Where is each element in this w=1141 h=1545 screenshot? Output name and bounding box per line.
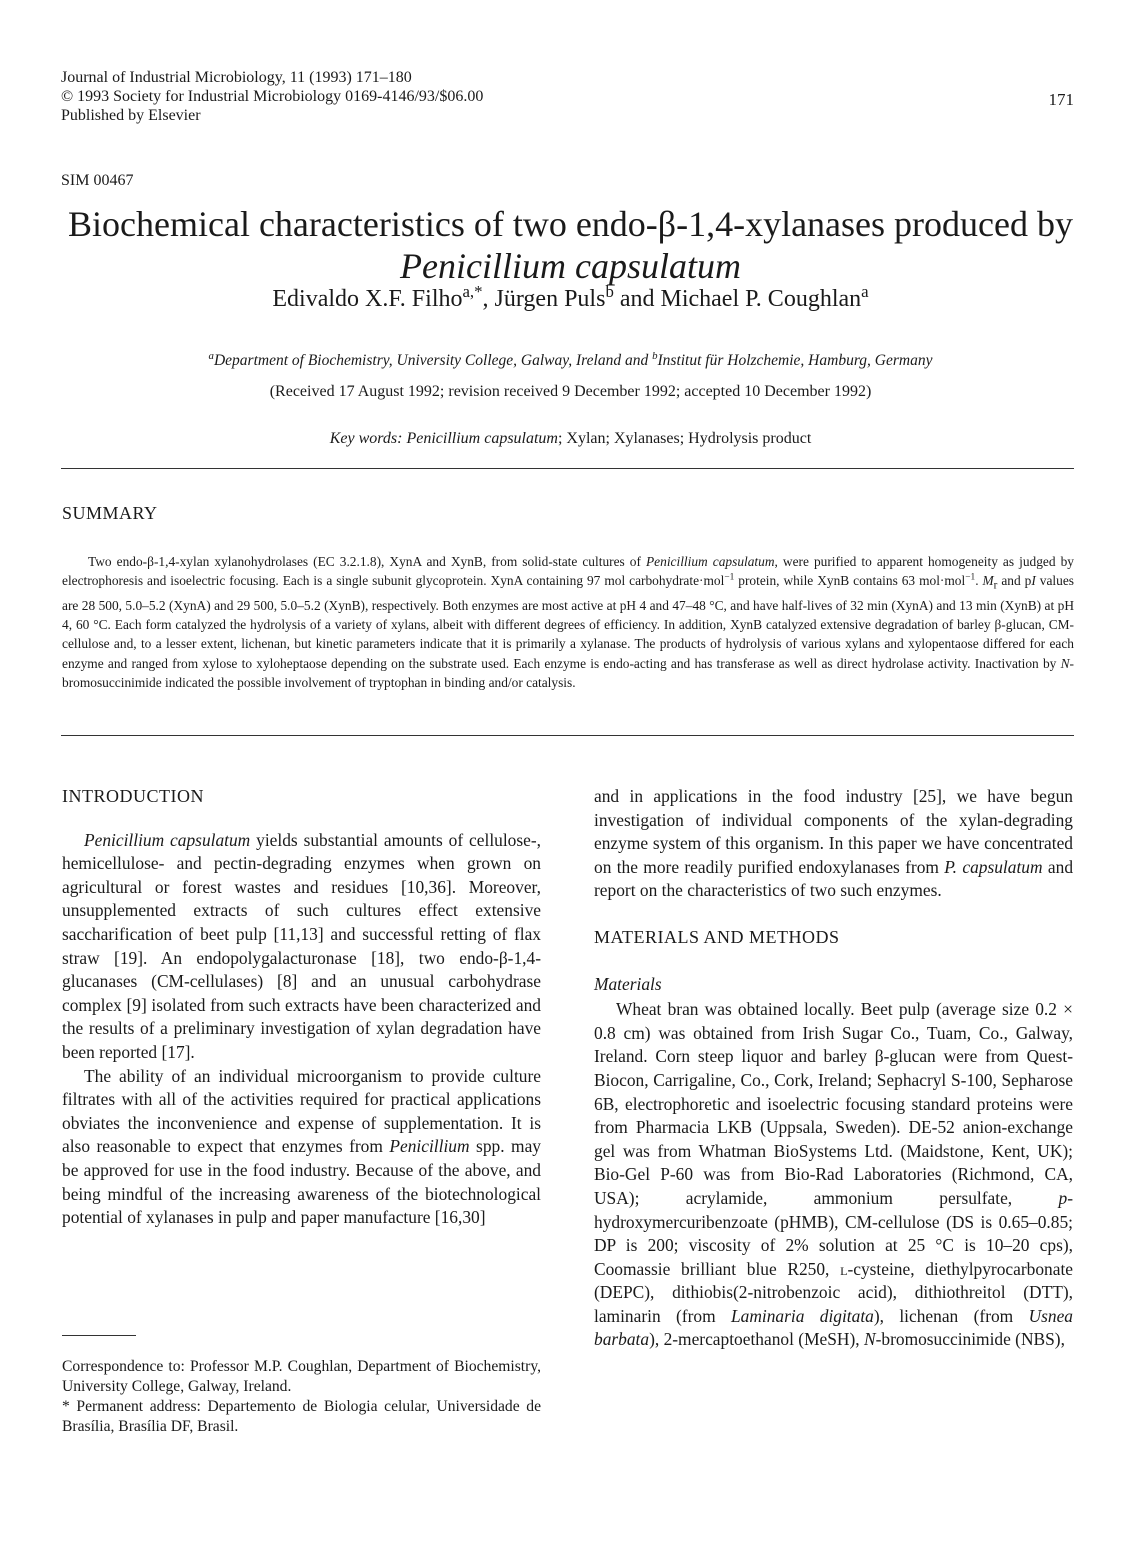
- left-column: [62, 785, 541, 1230]
- summary-part: Penicillium capsulatum: [646, 554, 775, 569]
- affiliations: [40, 349, 1101, 370]
- materials-methods-heading: MATERIALS AND METHODS: [594, 926, 840, 947]
- paragraph-part: Wheat bran was obtained locally. Beet pulp (average size 0.2 × 0.8 cm) was obtained from Irish Sugar Co., Tuam, Co., Galway, Ireland. Corn steep liquor and barley β-glucan were from Quest-Biocon, Carrigaline, Co., Cork, Ireland; Sephacryl S-100, Sepharose 6B, electrophoretic and isoelectric focusing standard proteins were from Pharmacia LKB (Uppsala, Sweden). DE-52 anion-exchange gel was from Whatman BioSystems Ltd. (Maidstone, Kent, UK); Bio-Gel P-60 was from Bio-Rad Laboratories (Richmond, CA, USA); acrylamide, ammonium persulfate,: [594, 999, 1073, 1208]
- journal-line: Journal of Industrial Microbiology, 11 (1993) 171–180: [61, 69, 412, 86]
- summary-part: r: [993, 579, 998, 592]
- title-line-1: Biochemical characteristics of two endo-β-1,4-xylanases produced by: [68, 204, 1073, 244]
- keywords-rest: ; Xylan; Xylanases; Hydrolysis product: [557, 430, 812, 447]
- article-title: [40, 203, 1101, 287]
- summary-part: M: [982, 573, 994, 589]
- summary-part: I: [1031, 573, 1036, 589]
- summary-part: and p: [997, 573, 1032, 589]
- paragraph-part: P. capsulatum: [944, 856, 1043, 877]
- summary-part: protein, while XynB contains 63 mol·mol: [734, 573, 966, 589]
- footnote-permanent-address: * Permanent address: Departemento de Biologia celular, Universidade de Brasília, Brasília DF, Brasil.: [62, 1398, 541, 1435]
- author-3: Michael P. Coughlan: [660, 286, 862, 312]
- paragraph-part: and report on the characteristics of two such enzymes.: [594, 856, 1074, 901]
- paragraph-part: Laminaria digitata: [730, 1305, 874, 1326]
- publisher-line: Published by Elsevier: [61, 107, 201, 124]
- paragraph-part: -hydroxymercuribenzoate (pHMB), CM-cellulose (DS is 0.65–0.85; DP is 200; viscosity of 2% solution at 25 °C is 10–20 cps), Coomassie brilliant blue R250,: [594, 1187, 1073, 1279]
- affil-a-mark: a: [208, 349, 214, 362]
- paragraph-part: The ability of an individual microorganism to provide culture filtrates with all of the activities required for practical applications obviates the inconvenience and expense of supplementation. It is also reasonable to expect that enzymes from: [62, 1065, 541, 1157]
- authors: [40, 282, 1101, 313]
- summary-part: −1: [965, 572, 976, 583]
- paragraph-part: Penicillium capsulatum: [84, 829, 251, 850]
- rule-bottom: [61, 735, 1074, 736]
- intro-continued: [594, 785, 1073, 903]
- summary-part: −1: [724, 572, 735, 583]
- keywords: [40, 430, 1101, 448]
- author-separator: ,: [482, 286, 495, 312]
- footnote-correspondence: Correspondence to: Professor M.P. Coughlan, Department of Biochemistry, University College, Galway, Ireland.: [62, 1358, 541, 1395]
- keyword-1: Penicillium capsulatum: [406, 430, 558, 447]
- summary-heading: SUMMARY: [62, 503, 158, 523]
- footnote-rule: [62, 1335, 136, 1336]
- paragraph-part: l: [840, 1258, 848, 1279]
- paragraph-part: Usnea barbata: [594, 1305, 1073, 1350]
- affil-a: Department of Biochemistry, University College, Galway, Ireland and: [213, 352, 653, 369]
- right-column: [594, 785, 1073, 1352]
- introduction-heading: INTRODUCTION: [62, 786, 204, 806]
- page-number: 171: [1048, 90, 1074, 109]
- copyright-line: © 1993 Society for Industrial Microbiology 0169-4146/93/$06.00: [61, 88, 484, 105]
- summary-part: N: [1060, 655, 1070, 671]
- materials-subheading: Materials: [594, 973, 662, 994]
- author-3-affil: a: [861, 282, 869, 301]
- paragraph-part: -cysteine, diethylpyrocarbonate (DEPC), dithiobis(2-nitrobenzoic acid), dithiothreitol (DTT), laminarin (from: [594, 1258, 1073, 1326]
- paragraph-part: -bromosuccinimide (NBS),: [875, 1329, 1065, 1350]
- paragraph-part: ), 2-mercaptoethanol (MeSH),: [649, 1329, 864, 1350]
- summary-part: values are 28 500, 5.0–5.2 (XynA) and 29 500, 5.0–5.2 (XynB), respectively. Both enzymes are most active at pH 4 and 47–48 °C, and have half-lives of 32 min (XynA) and 13 min (XynB) at pH 4, 60 °C. Each form catalyzed the hydrolysis of a variety of xylans, albeit with different degrees of efficiency. In addition, XynB catalyzed extensive degradation of barley β-glucan, CM-cellulose and, to a lesser extent, lichenan, but kinetic parameters indicate that it is primarily a xylanase. The products of hydrolysis of various xylans and xylopentaose differed for each enzyme and ranged from xylose to xyloheptaose depending on the substrate used. Each enzyme is endo-acting and has transferase as well as direct hydrolase activity. Inactivation by: [62, 573, 1074, 671]
- received-dates: (Received 17 August 1992; revision received 9 December 1992; accepted 10 December 1992): [269, 383, 872, 400]
- paragraph-part: ), lichenan (from: [873, 1305, 1029, 1326]
- paragraph-part: spp. may be approved for use in the food industry. Because of the above, and being mindful of the increasing awareness of the biotechnological potential of xylanases in pulp and paper manufacture [16,30]: [62, 1136, 541, 1228]
- author-1-affil: a,: [462, 282, 475, 301]
- journal-header: [61, 68, 483, 125]
- summary-part: .: [975, 573, 983, 589]
- author-1: Edivaldo X.F. Filho: [272, 286, 463, 312]
- author-2-affil: b: [605, 282, 614, 301]
- footnotes: [62, 1357, 541, 1437]
- materials-paragraph: [594, 998, 1073, 1352]
- affil-b-mark: b: [652, 349, 658, 362]
- summary-part: -bromosuccinimide indicated the possible involvement of tryptophan in binding and/or catalysis.: [62, 655, 1074, 690]
- author-1-star: *: [474, 282, 483, 301]
- paragraph-part: N: [863, 1329, 876, 1350]
- intro-paragraph-1: [62, 829, 541, 1065]
- keywords-label: Key words:: [329, 430, 407, 447]
- summary-part: , were purified to apparent homogeneity as judged by electrophoresis and isoelectric focusing. Each is a single subunit glycoprotein. XynA containing 97 mol carbohydrate·mol: [62, 554, 1075, 589]
- article-code: SIM 00467: [61, 172, 134, 189]
- intro-paragraph-2: [62, 1065, 541, 1230]
- summary-part: Two endo-β-1,4-xylan xylanohydrolases (EC 3.2.1.8), XynA and XynB, from solid-state cultures of: [88, 554, 646, 569]
- rule-top: [61, 468, 1074, 469]
- affil-b: Institut für Holzchemie, Hamburg, Germany: [657, 352, 933, 369]
- author-2: Jürgen Puls: [494, 286, 606, 312]
- paragraph-part: yields substantial amounts of cellulose-, hemicellulose- and pectin-degrading enzymes when grown on agricultural or forest wastes and residues [10,36]. Moreover, unsupplemented extracts of such cultures effect extensive saccharification of beet pulp [11,13] and successful retting of flax straw [19]. An endopolygalacturonase [18], two endo-β-1,4-glucanases (CM-cellulases) [8] and an unusual carbohydrase complex [9] isolated from such extracts have been characterized and the results of a preliminary investigation of xylan degradation have been reported [17].: [62, 829, 542, 1062]
- paragraph-part: and in applications in the food industry [25], we have begun investigation of individual components of the xylan-degrading enzyme system of this organism. In this paper we have concentrated on the more readily purified endoxylanases from: [594, 786, 1073, 877]
- paragraph-part: Penicillium: [389, 1136, 470, 1157]
- author-separator: and: [613, 286, 661, 312]
- paragraph-part: p: [1058, 1187, 1068, 1208]
- title-line-2: Penicillium capsulatum: [400, 246, 741, 286]
- summary-text: [62, 552, 1074, 692]
